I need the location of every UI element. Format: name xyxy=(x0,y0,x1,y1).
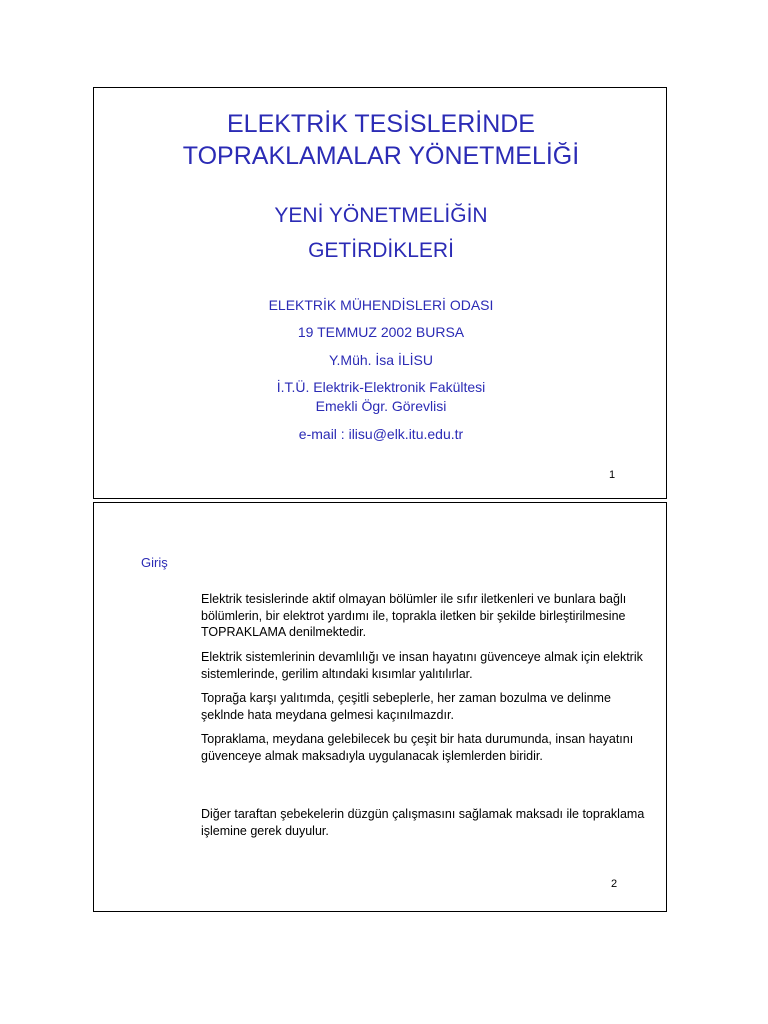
slide-title-line-1: ELEKTRİK TESİSLERİNDE xyxy=(227,110,535,138)
slide-2 xyxy=(93,502,667,912)
organization-name: ELEKTRİK MÜHENDİSLERİ ODASI xyxy=(268,297,494,313)
paragraph-safety: Topraklama, meydana gelebilecek bu çeşit bir hata durumunda, insan hayatını güvenceye almak maksadıyla uygulanacak işlemlerden biridir. xyxy=(201,732,634,763)
author-position: Emekli Ögr. Görevlisi xyxy=(315,398,447,414)
slide-1 xyxy=(93,87,667,499)
paragraph-insulation: Elektrik sistemlerinin devamlılığı ve insan hayatını güvenceye almak için elektrik sistemlerinde, gerilim altındaki kısımlar yalıtılırlar. xyxy=(201,650,643,681)
slide-subtitle-line-1: YENİ YÖNETMELİĞİN xyxy=(274,204,488,227)
section-heading: Giriş xyxy=(141,555,168,570)
author-email: e-mail : ilisu@elk.itu.edu.tr xyxy=(298,426,464,442)
paragraph-definition: Elektrik tesislerinde aktif olmayan bölümler ile sıfır iletkenleri ve bunlara bağlı bölümlerin, bir elektrot yardımı ile, toprakla iletken bir şekilde birleştirilmesine TOPRAKLAMA denilmektedir. xyxy=(201,592,627,639)
event-date-place: 19 TEMMUZ 2002 BURSA xyxy=(297,324,465,340)
page-number: 2 xyxy=(611,878,618,890)
faculty-name: İ.T.Ü. Elektrik-Elektronik Fakültesi xyxy=(276,379,486,395)
paragraph-network: Diğer taraftan şebekelerin düzgün çalışmasını sağlamak maksadı ile topraklama işlemine gerek duyulur. xyxy=(201,807,645,838)
slide-title-line-2: TOPRAKLAMALAR YÖNETMELİĞİ xyxy=(182,142,580,170)
author-name: Y.Müh. İsa İLİSU xyxy=(328,352,433,368)
slide-subtitle-line-2: GETİRDİKLERİ xyxy=(308,239,454,262)
page-number: 1 xyxy=(609,469,616,481)
paragraph-fault: Toprağa karşı yalıtımda, çeşitli sebeplerle, her zaman bozulma ve delinme şeklnde hata meydana gelmesi kaçınılmazdır. xyxy=(201,691,611,722)
